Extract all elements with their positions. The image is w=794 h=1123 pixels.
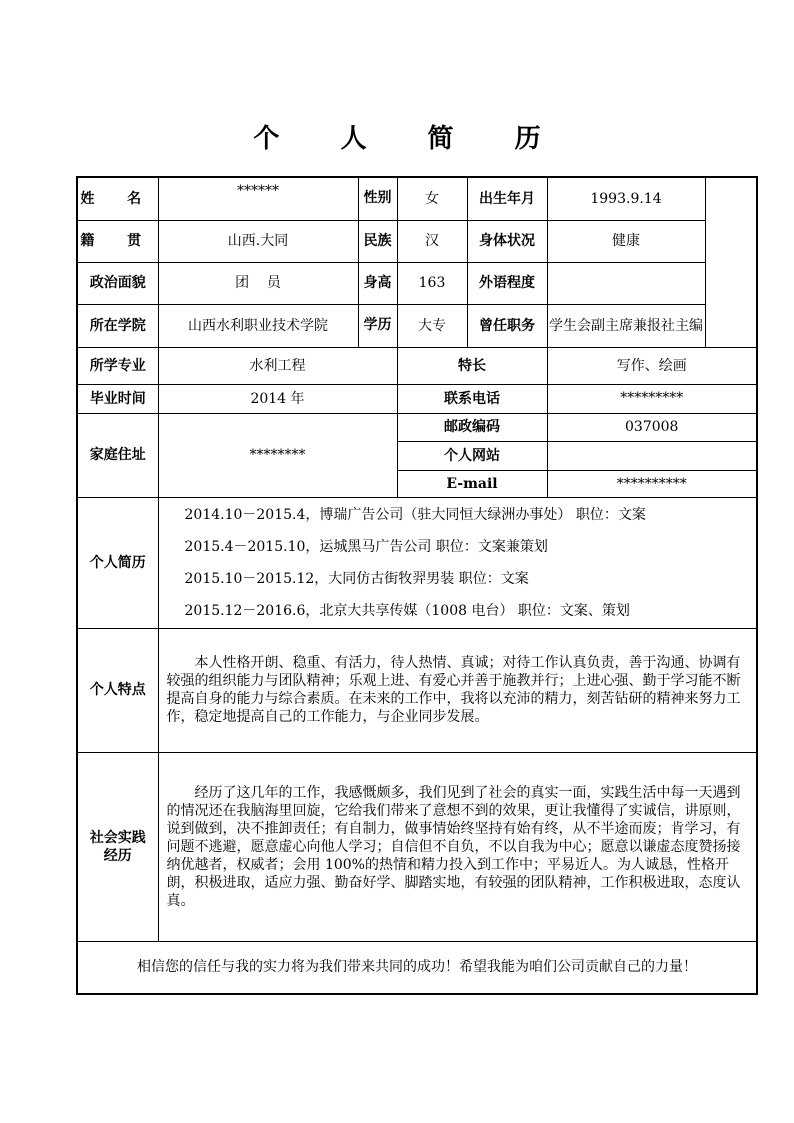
native-label: 籍 贯 [77, 220, 158, 262]
height-value: 163 [397, 262, 467, 304]
website-label: 个人网站 [397, 441, 547, 470]
practice-label: 社会实践 经历 [77, 752, 158, 941]
position-value: 学生会副主席兼报社主编 [547, 304, 705, 347]
postcode-label: 邮政编码 [397, 413, 547, 441]
page-title: 个 人 简 历 [253, 124, 567, 154]
list-item: 2015.10－2015.12，大同仿古街牧羿男装 职位：文案 [184, 570, 529, 587]
school-value: 山西水利职业技术学院 [158, 304, 358, 347]
native-value: 山西.大同 [158, 220, 358, 262]
specialty-label: 特长 [397, 347, 547, 384]
name-label: 姓 名 [77, 177, 158, 220]
graduation-value: 2014 年 [158, 384, 397, 413]
education-label: 学历 [358, 304, 397, 347]
list-item: 2015.12－2016.6，北京大共享传媒（1008 电台） 职位：文案、策划 [184, 602, 630, 619]
height-label: 身高 [358, 262, 397, 304]
political-label: 政治面貌 [77, 262, 158, 304]
traits-text: 本人性格开朗、稳重、有活力，待人热情、真诚；对待工作认真负责，善于沟通、协调有较强的组织能力与团队精神；乐观上进、有爱心并善于施教并行；上进心强、勤于学习能不断提高自身的能力与综合素质。在未来的工作中，我将以充沛的精力，刻苦钻研的精神来努力工作，稳定地提高自己的工作能力，与企业同步发展。 [158, 628, 757, 752]
language-label: 外语程度 [467, 262, 547, 304]
traits-label: 个人特点 [77, 628, 158, 752]
phone-value: ********* [547, 384, 757, 413]
experience-list [158, 497, 757, 628]
ethnic-label: 民族 [358, 220, 397, 262]
email-label: E-mail [397, 470, 547, 497]
ethnic-value: 汉 [397, 220, 467, 262]
list-item: 2014.10－2015.4，博瑞广告公司（驻大同恒大绿洲办事处） 职位：文案 [184, 506, 646, 523]
phone-label: 联系电话 [397, 384, 547, 413]
closing-statement: 相信您的信任与我的实力将为我们带来共同的成功！希望我能为咱们公司贡献自己的力量！ [77, 941, 757, 994]
political-value: 团 员 [158, 262, 358, 304]
birth-label: 出生年月 [467, 177, 547, 220]
birth-value: 1993.9.14 [547, 177, 705, 220]
major-label: 所学专业 [77, 347, 158, 384]
gender-label: 性别 [358, 177, 397, 220]
resume-table [76, 176, 758, 995]
postcode-value: 037008 [547, 413, 757, 441]
health-value: 健康 [547, 220, 705, 262]
graduation-label: 毕业时间 [77, 384, 158, 413]
website-value [547, 441, 757, 470]
practice-text: 经历了这几年的工作，我感慨颇多，我们见到了社会的真实一面，实践生活中每一天遇到的情况还在我脑海里回旋，它给我们带来了意想不到的效果，更让我懂得了实诚信，讲原则，说到做到，决不推卸责任；有自制力，做事情始终坚持有始有终，从不半途而废；肯学习，有问题不逃避，愿意虚心向他人学习；自信但不自负，不以自我为中心；愿意以谦虚态度赞扬接纳优越者，权威者；会用 100%的热情和精力投入到工作中；平易近人。为人诚恳，性格开朗，积极进取，适应力强、勤奋好学、脚踏实地，有较强的团队精神，工作积极进取，态度认真。 [158, 752, 757, 941]
health-label: 身体状况 [467, 220, 547, 262]
major-value: 水利工程 [158, 347, 397, 384]
specialty-value: 写作、绘画 [547, 347, 757, 384]
address-value: ******** [158, 413, 397, 497]
language-value [547, 262, 705, 304]
education-value: 大专 [397, 304, 467, 347]
experience-label: 个人简历 [77, 497, 158, 628]
email-value: ********** [547, 470, 757, 497]
name-value: ****** [158, 177, 358, 220]
photo-area [705, 177, 757, 347]
position-label: 曾任职务 [467, 304, 547, 347]
address-label: 家庭住址 [77, 413, 158, 497]
gender-value: 女 [397, 177, 467, 220]
school-label: 所在学院 [77, 304, 158, 347]
list-item: 2015.4－2015.10，运城黑马广告公司 职位：文案兼策划 [184, 538, 548, 555]
